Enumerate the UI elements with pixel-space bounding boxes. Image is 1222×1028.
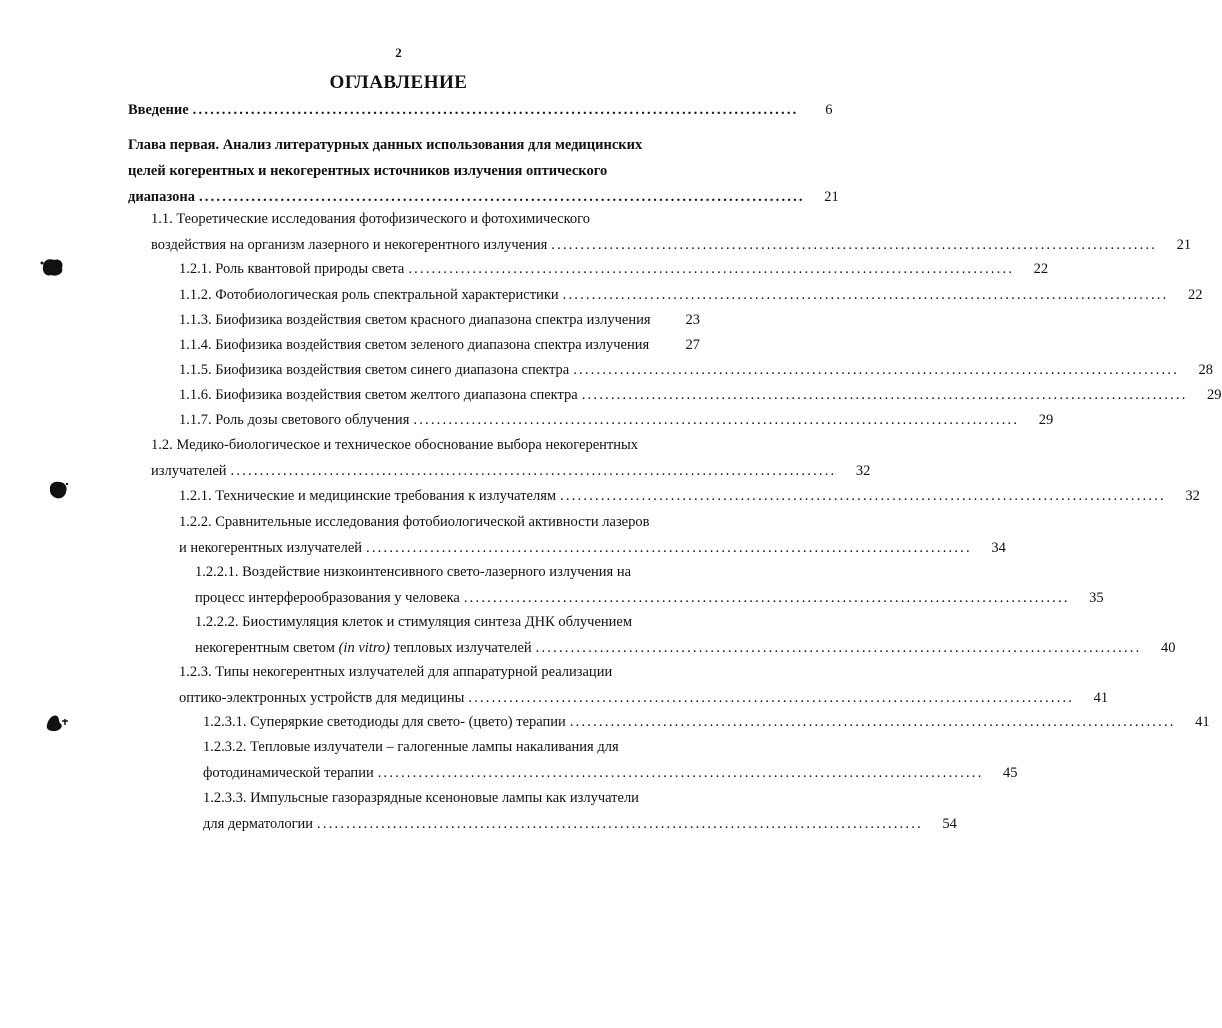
toc-page-number: 22 [1033,261,1049,277]
toc-entry-chapter-1[interactable] [128,132,839,210]
leader-dots: ........................................................................................................ [573,362,1180,378]
leader-dots: ........................................................................................................ [468,690,1075,706]
toc-entry-text: диапазона [128,189,195,205]
toc-page-number: 41 [1195,714,1210,730]
leader-dots: ........................................................................................................ [562,287,1169,303]
toc-entry-text: 1.2.2.1. Воздействие низкоинтенсивного свето-лазерного излучения на [195,564,632,580]
scan-smudge [46,478,70,502]
toc-entry-1-1-6[interactable] [179,382,1222,408]
toc-entry-introduction[interactable] [128,97,833,123]
toc-entry-text: 1.2.2.2. Биостимуляция клеток и стимуляция синтеза ДНК облучением [195,614,633,630]
toc-entry-text: излучателей [151,463,227,479]
toc-entry-1-1-5[interactable] [179,357,1214,383]
toc-entry-1-2-3-1[interactable] [203,709,1210,735]
toc-page-number: 35 [1089,590,1104,606]
toc-entry-1-2-2-1[interactable] [195,559,1104,611]
toc-entry-text: 1.1.2. Фотобиологическая роль спектральной характеристики [179,287,559,303]
toc-entry-text: 1.2.3.2. Тепловые излучатели – галогенные лампы накаливания для [203,739,619,755]
leader-dots: ........................................................................................................ [198,189,805,205]
scan-smudge [40,256,66,278]
toc-entry-text: 1.1.7. Роль дозы светового облучения [179,412,410,428]
leader-dots: ........................................................................................................ [569,714,1176,730]
toc-entry-1-1[interactable] [151,206,1192,258]
leader-dots: ........................................................................................................ [535,640,1142,656]
leader-dots: ........................................................................................................ [192,102,799,118]
toc-entry-text: 1.2.1. Роль квантовой природы света [179,261,405,277]
toc-entry-text: для дерматологии [203,816,314,832]
toc-entry-text: 1.1.3. Биофизика воздействия светом красного диапазона спектра излучения [179,312,651,328]
toc-entry-text: некогерентным светом (in vitro) тепловых излучателей [195,640,532,656]
toc-entry-1-2-3-2[interactable] [203,734,1018,786]
toc-entry-text: 1.1.5. Биофизика воздействия светом синего диапазона спектра [179,362,570,378]
toc-page-number: 32 [855,463,871,479]
toc-entry-1-2-1b[interactable] [179,483,1200,509]
toc-entry-text: 1.2.1. Технические и медицинские требования к излучателям [179,488,557,504]
scan-smudge [44,711,70,735]
toc-page-number: 6 [825,102,833,118]
toc-entry-text: 1.1. Теоретические исследования фотофизического и фотохимического [151,211,590,227]
leader-dots: ........................................................................................................ [317,816,923,832]
toc-entry-1-2-2-2[interactable] [195,609,1176,661]
toc-entry-text: 1.2.2. Сравнительные исследования фотобиологической активности лазеров [179,514,650,530]
toc-page-number: 23 [685,312,700,328]
toc-page-number: 29 [1038,412,1054,428]
toc-entry-text: оптико-электронных устройств для медицины [179,690,465,706]
toc-entry-text: 1.2.3.1. Суперяркие светодиоды для свето- (цвето) терапии [203,714,566,730]
toc-entry-text: фотодинамической терапии [203,765,374,781]
toc-page-number: 40 [1160,640,1176,656]
toc-entry-1-1-4[interactable] [179,332,700,358]
toc-entry-1-1-3[interactable] [179,307,700,333]
leader-dots: ........................................................................................................ [463,590,1070,606]
page-number: 2 [395,45,402,60]
leader-dots: ........................................................................................................ [560,488,1166,504]
leader-dots: ........................................................................................................ [413,412,1020,428]
toc-page-number: 32 [1185,488,1200,504]
toc-page-number: 27 [685,337,700,353]
toc-entry-text: Введение [128,102,189,118]
toc-page-number: 54 [942,816,957,832]
toc-entry-text: процесс интерфероoбразования у человека [195,590,460,606]
toc-entry-text: воздействия на организм лазерного и некогерентного излучения [151,237,548,253]
leader-dots: ........................................................................................................ [230,463,837,479]
toc-entry-1-1-2[interactable] [179,282,1203,308]
toc-entry-text: 1.2.3.3. Импульсные газоразрядные ксеноновые лампы как излучатели [203,790,639,806]
toc-page-number: 34 [991,540,1006,556]
toc-entry-text: 1.2. Медико-биологическое и техническое обоснование выбора некогерентных [151,437,638,453]
toc-page-number: 28 [1198,362,1214,378]
toc-entry-text: 1.1.4. Биофизика воздействия светом зеленого диапазона спектра излучения [179,337,650,353]
leader-dots: ........................................................................................................ [581,387,1188,403]
leader-dots: ........................................................................................................ [377,765,984,781]
toc-entry-1-2[interactable] [151,432,871,484]
toc-entry-1-2-3-3[interactable] [203,785,957,837]
toc-entry-text: целей когерентных и некогерентных источников излучения оптического [128,163,608,179]
toc-page-number: 21 [1176,237,1192,253]
toc-entry-1-2-1[interactable] [179,256,1049,282]
toc-entry-text: 1.1.6. Биофизика воздействия светом желтого диапазона спектра [179,387,578,403]
toc-page-number: 41 [1093,690,1109,706]
toc-entry-text: 1.2.3. Типы некогерентных излучателей для аппаратурной реализации [179,664,613,680]
toc-entry-1-2-2[interactable] [179,509,1006,561]
toc-entry-text: и некогерентных излучателей [179,540,363,556]
toc-page-number: 45 [1003,765,1018,781]
toc-entry-1-1-7[interactable] [179,407,1054,433]
leader-dots: ........................................................................................................ [408,261,1015,277]
toc-page-number: 22 [1187,287,1203,303]
toc-page-number: 29 [1207,387,1222,403]
toc-entry-text: Глава первая. Анализ литературных данных использования для медицинских [128,137,643,153]
leader-dots: ........................................................................................................ [366,540,972,556]
toc-title: ОГЛАВЛЕНИЕ [329,72,468,93]
toc-page-number: 21 [824,189,839,205]
toc-entry-1-2-3[interactable] [179,659,1109,711]
leader-dots: ........................................................................................................ [551,237,1158,253]
